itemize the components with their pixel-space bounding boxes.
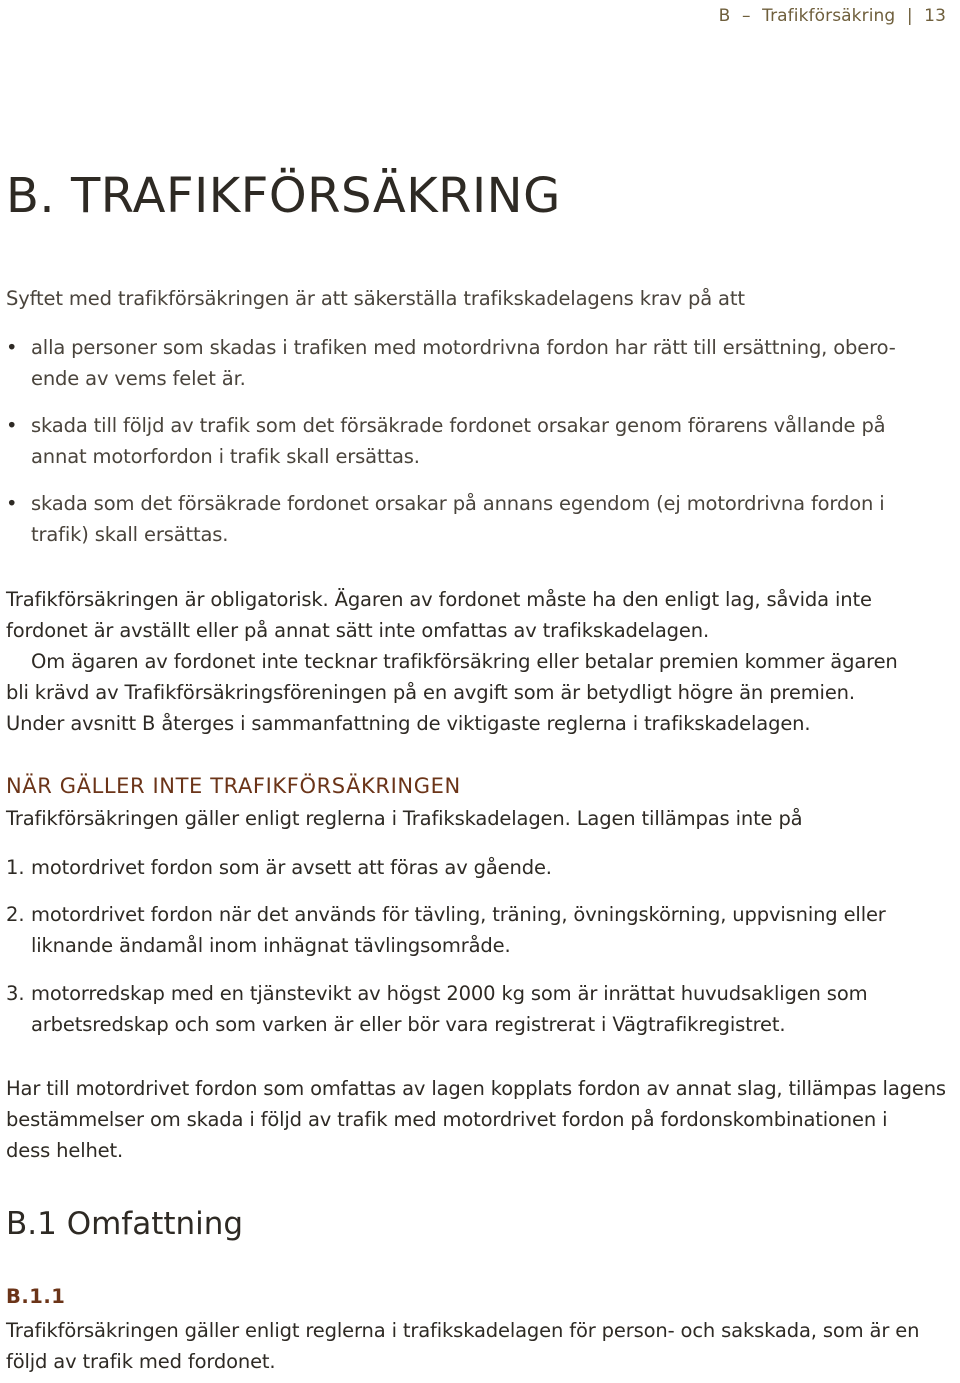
bullet-marker: • xyxy=(6,336,18,359)
bullet-line: annat motorfordon i trafik skall ersättas. xyxy=(31,445,420,468)
bullet-item xyxy=(6,410,950,472)
intro-text: Syftet med trafikförsäkringen är att säkerställa trafikskadelagens krav på att xyxy=(6,287,745,310)
bullet-line: alla personer som skadas i trafiken med motordrivna fordon har rätt till ersättning, obero- xyxy=(31,336,896,359)
header-dash: – xyxy=(741,6,751,26)
obligatory-line: Om ägaren av fordonet inte tecknar trafikförsäkring eller betalar premien kommer ägaren xyxy=(31,650,898,673)
bullet-marker: • xyxy=(6,492,18,515)
header-section: B xyxy=(718,6,731,26)
coupled-line: dess helhet. xyxy=(6,1139,124,1162)
item-number: 1. xyxy=(6,856,25,879)
item-line: motordrivet fordon när det används för tävling, träning, övningskörning, uppvisning eller xyxy=(31,903,886,926)
section-heading-scope: B.1 Omfattning xyxy=(6,1206,244,1242)
coupled-line: Har till motordrivet fordon som omfattas av lagen kopplats fordon av annat slag, tillämpas lagens xyxy=(6,1077,946,1100)
scope-line: följd av trafik med fordonet. xyxy=(6,1350,276,1373)
item-line: motordrivet fordon som är avsett att föras av gående. xyxy=(31,856,552,879)
obligatory-line: Trafikförsäkringen är obligatorisk. Ägaren av fordonet måste ha den enligt lag, såvida inte xyxy=(6,588,872,611)
bullet-line: ende av vems felet är. xyxy=(31,367,246,390)
page-number: 13 xyxy=(924,6,946,26)
header-label: Trafikförsäkring xyxy=(762,6,896,26)
bullet-line: trafik) skall ersättas. xyxy=(31,523,229,546)
item-number: 2. xyxy=(6,903,25,926)
obligatory-line: fordonet är avställt eller på annat sätt inte omfattas av trafikskadelagen. xyxy=(6,619,710,642)
not-valid-intro-text: Trafikförsäkringen gäller enligt reglerna i Trafikskadelagen. Lagen tillämpas inte på xyxy=(6,807,803,830)
numbered-item xyxy=(6,852,950,883)
obligatory-paragraph xyxy=(6,584,950,739)
bullet-marker: • xyxy=(6,414,18,437)
obligatory-line: Under avsnitt B återges i sammanfattning de viktigaste reglerna i trafikskadelagen. xyxy=(6,712,811,735)
scope-paragraph xyxy=(6,1315,950,1377)
item-number: 3. xyxy=(6,982,25,1005)
obligatory-line: bli krävd av Trafikförsäkringsföreningen på en avgift som är betydligt högre än premien. xyxy=(6,681,855,704)
page-title: B. TRAFIKFÖRSÄKRING xyxy=(6,168,561,224)
scope-line: Trafikförsäkringen gäller enligt reglerna i trafikskadelagen för person- och sakskada, som är en xyxy=(6,1319,920,1342)
coupled-paragraph xyxy=(6,1073,950,1166)
coupled-line: bestämmelser om skada i följd av trafik med motordrivet fordon på fordonskombinationen i xyxy=(6,1108,888,1131)
numbered-item xyxy=(6,978,950,1040)
item-line: arbetsredskap och som varken är eller bör vara registrerat i Vägtrafikregistret. xyxy=(31,1013,786,1036)
section-heading-not-valid: NÄR GÄLLER INTE TRAFIKFÖRSÄKRINGEN xyxy=(6,774,461,798)
numbered-item xyxy=(6,899,950,961)
not-valid-intro xyxy=(6,803,950,834)
item-line: liknande ändamål inom inhägnat tävlingsområde. xyxy=(31,934,511,957)
bullet-line: skada till följd av trafik som det försäkrade fordonet orsakar genom förarens vållande på xyxy=(31,414,886,437)
item-line: motorredskap med en tjänstevikt av högst 2000 kg som är inrättat huvudsakligen som xyxy=(31,982,868,1005)
header-divider: | xyxy=(906,6,913,26)
bullet-line: skada som det försäkrade fordonet orsakar på annans egendom (ej motordrivna fordon i xyxy=(31,492,885,515)
subsection-number: B.1.1 xyxy=(6,1285,66,1308)
bullet-item xyxy=(6,332,950,394)
intro-paragraph xyxy=(6,283,950,314)
bullet-item xyxy=(6,488,950,550)
running-header xyxy=(719,6,946,26)
